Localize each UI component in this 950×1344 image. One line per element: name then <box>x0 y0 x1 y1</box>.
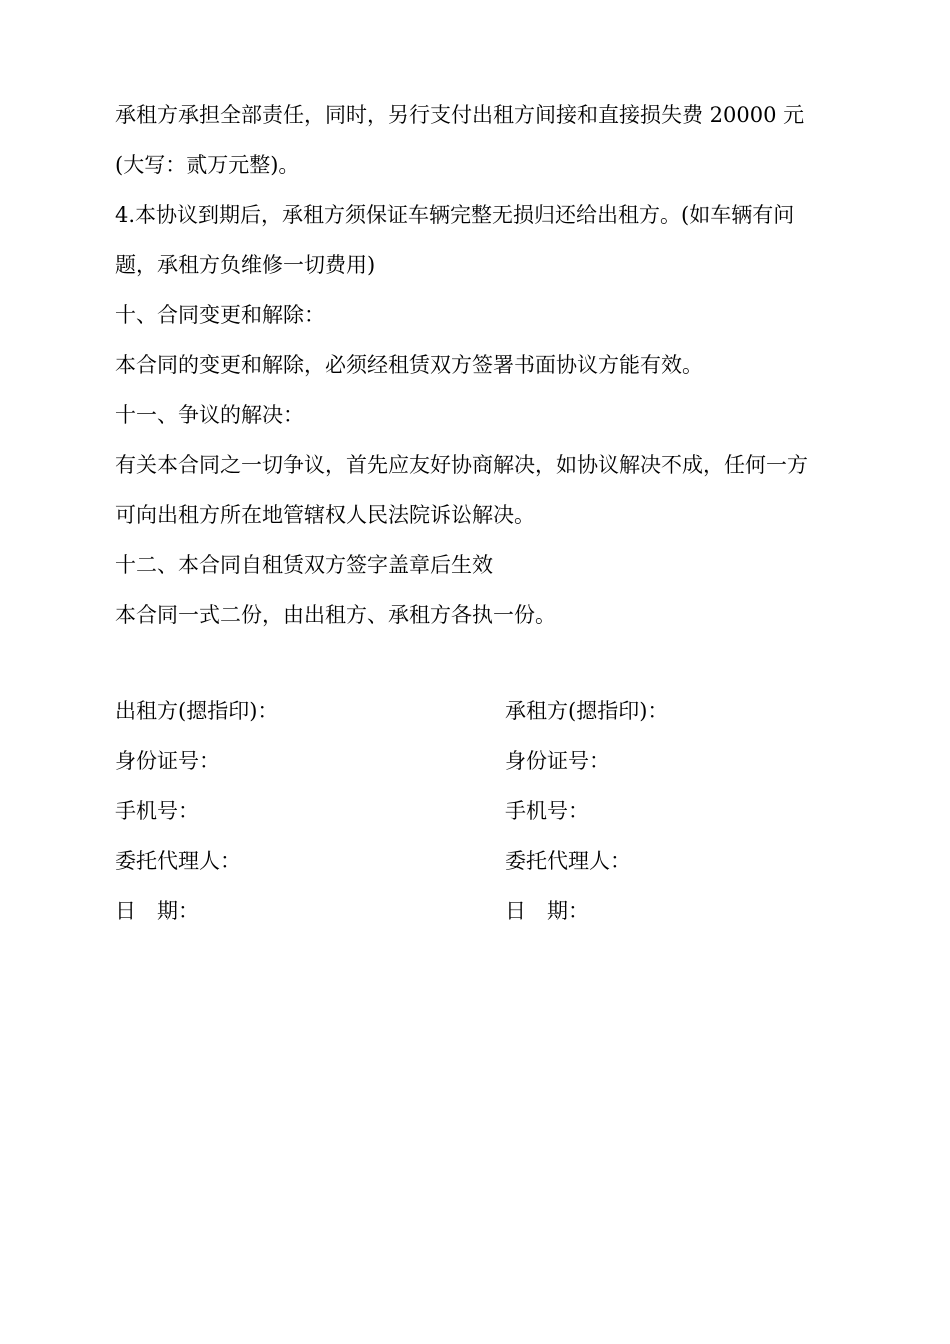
lessee-phone-label: 手机号： <box>505 799 589 823</box>
paragraph-liability-line1: 承租方承担全部责任，同时，另行支付出租方间接和直接损失费 20000 元 <box>115 103 805 127</box>
lessee-signature-block <box>505 686 845 936</box>
paragraph-dispute-line2: 可向出租方所在地管辖权人民法院诉讼解决。 <box>115 503 535 527</box>
lessor-date-label: 日 期： <box>115 899 199 923</box>
lessor-phone-label: 手机号： <box>115 799 199 823</box>
lessee-party-label: 承租方(摁指印)： <box>505 699 669 723</box>
contract-body <box>115 90 840 640</box>
lessor-signature-block <box>115 686 455 936</box>
paragraph-return-vehicle-line1: 4.本协议到期后，承租方须保证车辆完整无损归还给出租方。(如车辆有问 <box>115 203 795 227</box>
heading-effective: 十二、本合同自租赁双方签字盖章后生效 <box>115 553 493 577</box>
lessor-id-label: 身份证号： <box>115 749 220 773</box>
lessee-id-label: 身份证号： <box>505 749 610 773</box>
paragraph-return-vehicle-line2: 题，承租方负维修一切费用) <box>115 253 376 277</box>
paragraph-contract-change: 本合同的变更和解除，必须经租赁双方签署书面协议方能有效。 <box>115 353 703 377</box>
paragraph-copies: 本合同一式二份，由出租方、承租方各执一份。 <box>115 603 556 627</box>
heading-dispute-resolution: 十一、争议的解决： <box>115 403 304 427</box>
paragraph-liability-line2: (大写：贰万元整)。 <box>115 153 300 177</box>
lessee-date-label: 日 期： <box>505 899 589 923</box>
heading-contract-change: 十、合同变更和解除： <box>115 303 325 327</box>
lessor-agent-label: 委托代理人： <box>115 849 241 873</box>
lessor-party-label: 出租方(摁指印)： <box>115 699 279 723</box>
paragraph-dispute-line1: 有关本合同之一切争议，首先应友好协商解决，如协议解决不成，任何一方 <box>115 453 808 477</box>
lessee-agent-label: 委托代理人： <box>505 849 631 873</box>
